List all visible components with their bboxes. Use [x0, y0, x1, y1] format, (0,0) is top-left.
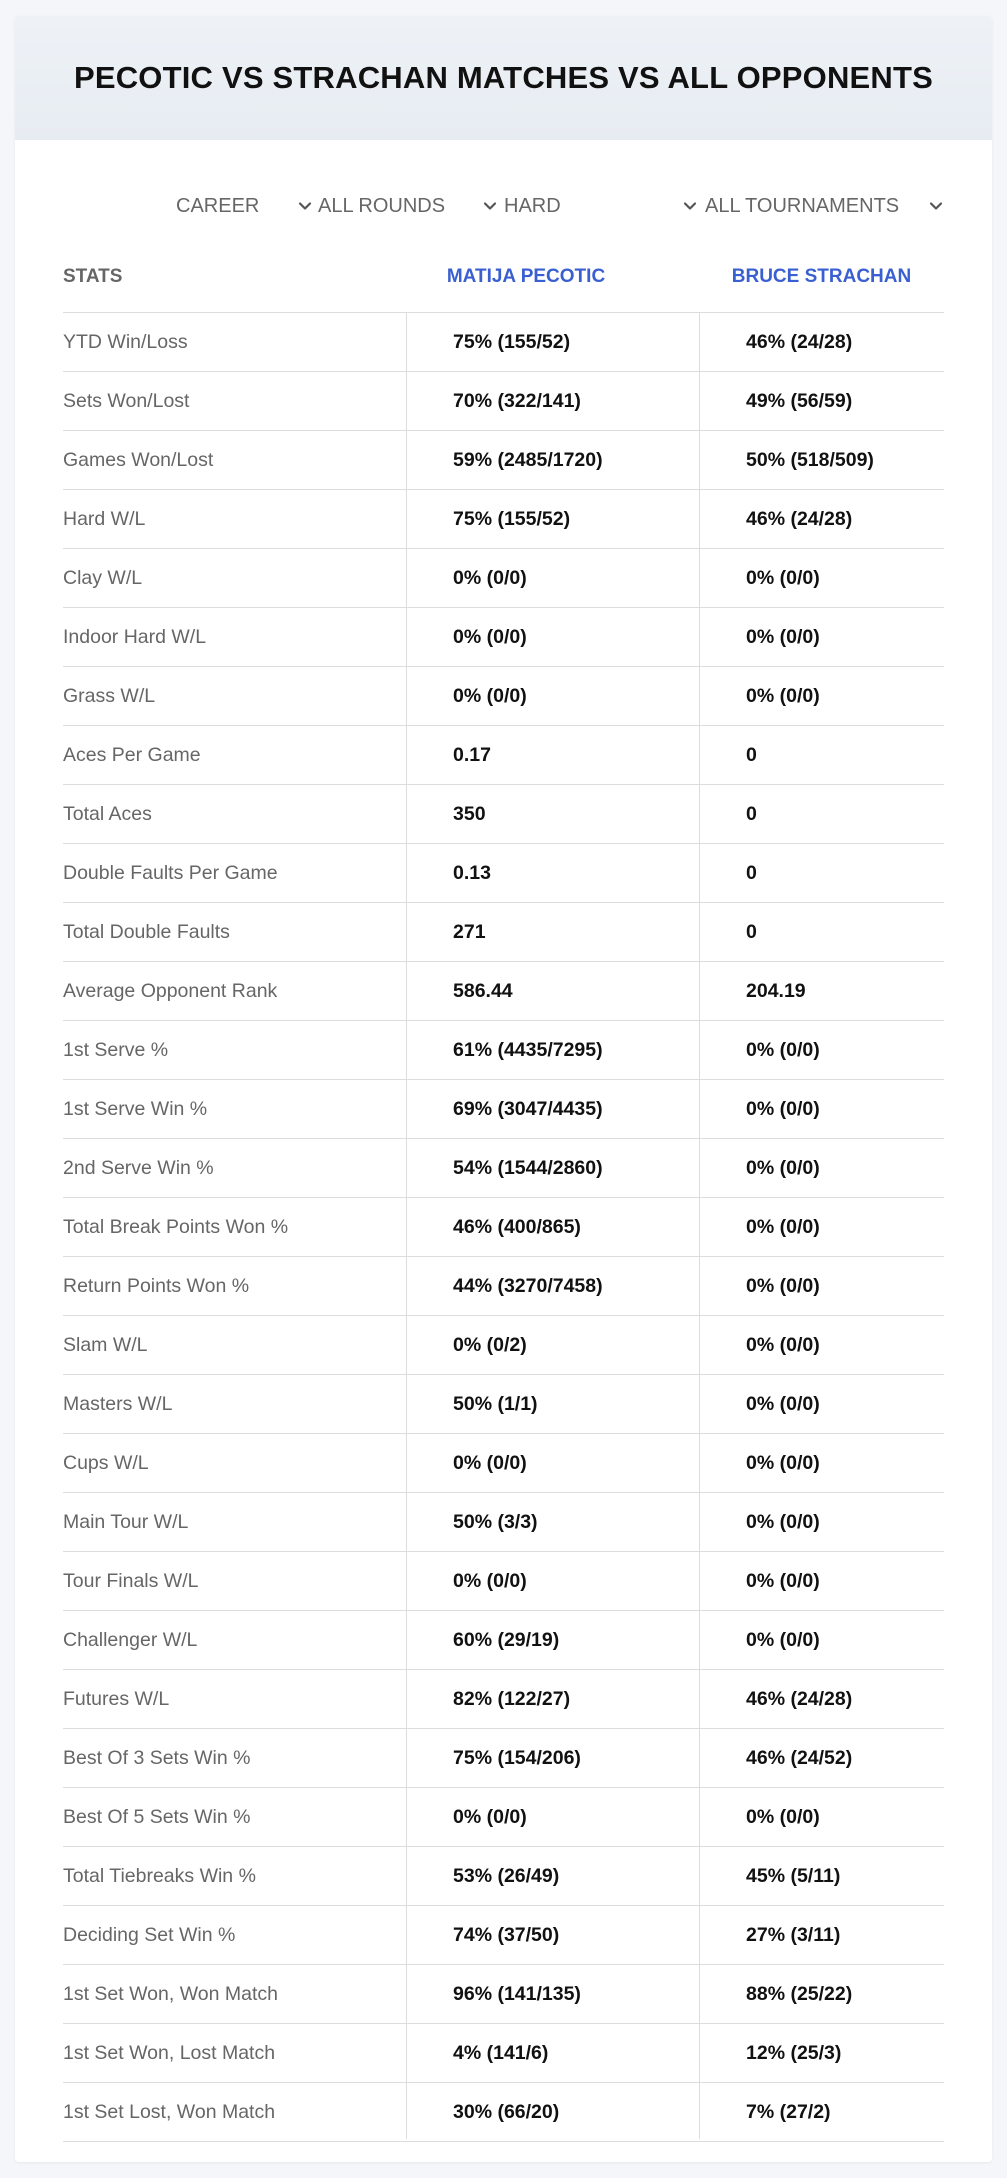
player2-stat-value: 0% (0/0) [746, 1038, 820, 1061]
player1-stat-value: 75% (155/52) [453, 507, 571, 530]
stat-label: Double Faults Per Game [63, 861, 278, 884]
stat-label: Challenger W/L [63, 1628, 198, 1651]
player1-stat-value: 350 [453, 802, 486, 825]
surface-select[interactable] [504, 186, 698, 226]
player2-stat-value: 0 [746, 743, 757, 766]
table-row [63, 608, 944, 667]
table-row [63, 2024, 944, 2083]
table-row [63, 785, 944, 844]
stat-label: Aces Per Game [63, 743, 201, 766]
player1-stat-value: 96% (141/135) [453, 1982, 581, 2005]
table-row [63, 1021, 944, 1080]
player2-stat-value: 7% (27/2) [746, 2100, 831, 2123]
table-row [63, 2083, 944, 2142]
player1-stat-value: 4% (141/6) [453, 2041, 549, 2064]
player1-stat-value: 0% (0/0) [453, 625, 527, 648]
stat-label: Return Points Won % [63, 1274, 250, 1297]
player2-stat-value: 0% (0/0) [746, 1569, 820, 1592]
player1-stat-value: 50% (1/1) [453, 1392, 538, 1415]
player2-stat-value: 0% (0/0) [746, 1333, 820, 1356]
player2-stat-value: 0 [746, 802, 757, 825]
player2-stat-value: 12% (25/3) [746, 2041, 842, 2064]
stat-label: Main Tour W/L [63, 1510, 189, 1533]
table-row [63, 962, 944, 1021]
player1-stat-value: 0% (0/0) [453, 1805, 527, 1828]
player2-stat-value: 0% (0/0) [746, 1392, 820, 1415]
player2-column-header[interactable]: BRUCE STRACHAN [731, 265, 912, 287]
chevron-down-icon [682, 198, 698, 214]
table-header [63, 241, 944, 313]
player1-stat-value: 69% (3047/4435) [453, 1097, 603, 1120]
player1-stat-value: 70% (322/141) [453, 389, 581, 412]
page-title: PECOTIC VS STRACHAN MATCHES VS ALL OPPONENTS [73, 60, 934, 95]
player2-stat-value: 45% (5/11) [746, 1864, 841, 1887]
stat-label: Grass W/L [63, 684, 156, 707]
table-row [63, 1434, 944, 1493]
table-row [63, 1080, 944, 1139]
table-row [63, 1670, 944, 1729]
player1-stat-value: 30% (66/20) [453, 2100, 560, 2123]
table-row [63, 726, 944, 785]
player2-stat-value: 0% (0/0) [746, 1274, 820, 1297]
stat-label: 1st Serve Win % [63, 1097, 208, 1120]
career-select-label: CAREER [176, 194, 260, 217]
player1-stat-value: 60% (29/19) [453, 1628, 560, 1651]
player1-stat-value: 82% (122/27) [453, 1687, 571, 1710]
table-row [63, 1316, 944, 1375]
player1-stat-value: 271 [453, 920, 486, 943]
chevron-down-icon [297, 198, 313, 214]
table-row [63, 1139, 944, 1198]
table-row [63, 667, 944, 726]
table-row [63, 903, 944, 962]
table-row [63, 313, 944, 372]
table-row [63, 1257, 944, 1316]
stat-label: YTD Win/Loss [63, 330, 188, 353]
player1-stat-value: 0.17 [453, 743, 491, 766]
player1-stat-value: 50% (3/3) [453, 1510, 538, 1533]
stat-label: Sets Won/Lost [63, 389, 190, 412]
chevron-down-icon [482, 198, 498, 214]
table-row [63, 490, 944, 549]
stat-label: 1st Serve % [63, 1038, 169, 1061]
stat-label: Deciding Set Win % [63, 1923, 236, 1946]
player1-stat-value: 0% (0/0) [453, 684, 527, 707]
player2-stat-value: 204.19 [746, 979, 806, 1002]
tournaments-select[interactable] [705, 186, 944, 226]
table-row [63, 1788, 944, 1847]
chevron-down-icon [928, 198, 944, 214]
table-row [63, 431, 944, 490]
stat-label: Masters W/L [63, 1392, 173, 1415]
player1-stat-value: 75% (155/52) [453, 330, 571, 353]
filter-bar [15, 186, 992, 226]
player1-stat-value: 74% (37/50) [453, 1923, 560, 1946]
player2-stat-value: 0% (0/0) [746, 1215, 820, 1238]
player2-stat-value: 27% (3/11) [746, 1923, 841, 1946]
stat-label: Futures W/L [63, 1687, 170, 1710]
player2-stat-value: 0% (0/0) [746, 1805, 820, 1828]
tournaments-select-label: ALL TOURNAMENTS [705, 194, 900, 217]
player1-stat-value: 75% (154/206) [453, 1746, 581, 1769]
player2-stat-value: 0% (0/0) [746, 1097, 820, 1120]
stat-label: Average Opponent Rank [63, 979, 278, 1002]
rounds-select[interactable] [318, 186, 498, 226]
player1-stat-value: 0% (0/2) [453, 1333, 527, 1356]
player2-stat-value: 46% (24/28) [746, 507, 853, 530]
table-row [63, 1375, 944, 1434]
page-header [15, 16, 992, 140]
table-row [63, 844, 944, 903]
player1-stat-value: 54% (1544/2860) [453, 1156, 603, 1179]
player1-column-header[interactable]: MATIJA PECOTIC [446, 265, 606, 287]
stat-label: 1st Set Won, Lost Match [63, 2041, 276, 2064]
table-row [63, 1906, 944, 1965]
player1-stat-value: 53% (26/49) [453, 1864, 560, 1887]
stats-column-header: STATS [63, 265, 123, 287]
stat-label: Best Of 3 Sets Win % [63, 1746, 251, 1769]
stat-label: Clay W/L [63, 566, 143, 589]
player2-stat-value: 50% (518/509) [746, 448, 874, 471]
player2-stat-value: 0% (0/0) [746, 1510, 820, 1533]
stat-label: Total Aces [63, 802, 152, 825]
table-row [63, 1965, 944, 2024]
table-row [63, 1552, 944, 1611]
player1-stat-value: 0% (0/0) [453, 566, 527, 589]
stat-label: 1st Set Won, Won Match [63, 1982, 278, 2005]
career-select[interactable] [176, 186, 313, 226]
player2-stat-value: 88% (25/22) [746, 1982, 853, 2005]
player2-stat-value: 0 [746, 861, 757, 884]
stat-label: Hard W/L [63, 507, 146, 530]
stat-label: Tour Finals W/L [63, 1569, 199, 1592]
stat-label: Total Tiebreaks Win % [63, 1864, 256, 1887]
player1-stat-value: 586.44 [453, 979, 513, 1002]
player2-stat-value: 46% (24/52) [746, 1746, 853, 1769]
player1-stat-value: 46% (400/865) [453, 1215, 581, 1238]
table-row [63, 372, 944, 431]
player1-stat-value: 0% (0/0) [453, 1569, 527, 1592]
player1-stat-value: 59% (2485/1720) [453, 448, 603, 471]
table-row [63, 1198, 944, 1257]
player2-stat-value: 0 [746, 920, 757, 943]
stat-label: Indoor Hard W/L [63, 625, 207, 648]
table-row [63, 1493, 944, 1552]
stats-card [15, 16, 992, 2162]
player2-stat-value: 46% (24/28) [746, 1687, 853, 1710]
player1-stat-value: 0.13 [453, 861, 491, 884]
table-row [63, 549, 944, 608]
player1-stat-value: 61% (4435/7295) [453, 1038, 603, 1061]
player1-stat-value: 44% (3270/7458) [453, 1274, 603, 1297]
surface-select-label: HARD [504, 194, 561, 217]
stat-label: 1st Set Lost, Won Match [63, 2100, 276, 2123]
player2-stat-value: 49% (56/59) [746, 389, 853, 412]
player2-stat-value: 0% (0/0) [746, 625, 820, 648]
player2-stat-value: 46% (24/28) [746, 330, 853, 353]
player1-stat-value: 0% (0/0) [453, 1451, 527, 1474]
stat-label: Total Double Faults [63, 920, 230, 943]
player2-stat-value: 0% (0/0) [746, 1451, 820, 1474]
stat-label: Best Of 5 Sets Win % [63, 1805, 251, 1828]
stat-label: Cups W/L [63, 1451, 149, 1474]
stat-label: Games Won/Lost [63, 448, 214, 471]
player2-stat-value: 0% (0/0) [746, 566, 820, 589]
stat-label: Slam W/L [63, 1333, 148, 1356]
stat-label: 2nd Serve Win % [63, 1156, 214, 1179]
table-body [63, 313, 944, 2142]
player2-stat-value: 0% (0/0) [746, 1628, 820, 1651]
rounds-select-label: ALL ROUNDS [318, 194, 446, 217]
player2-stat-value: 0% (0/0) [746, 684, 820, 707]
stat-label: Total Break Points Won % [63, 1215, 289, 1238]
table-row [63, 1729, 944, 1788]
table-row [63, 1847, 944, 1906]
table-row [63, 1611, 944, 1670]
player2-stat-value: 0% (0/0) [746, 1156, 820, 1179]
stats-table [63, 241, 944, 2142]
